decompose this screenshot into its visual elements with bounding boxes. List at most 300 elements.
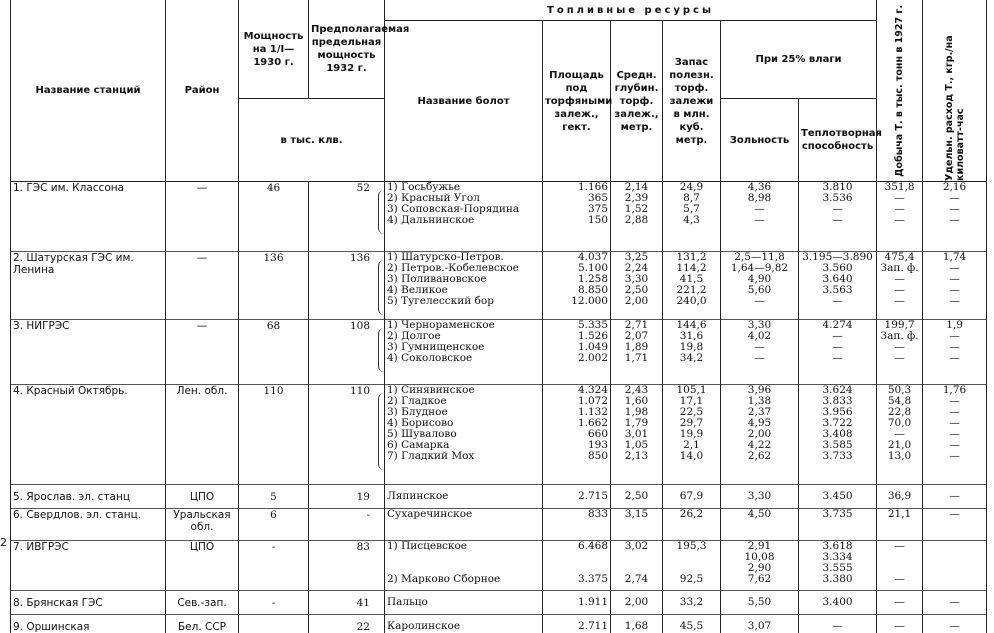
header-fuel-resources: Топливные ресурсы	[385, 0, 877, 21]
station-name: 3. НИГРЭС	[11, 320, 166, 385]
heat-cell: 3.380	[801, 574, 874, 585]
power-1930-value: 136	[239, 252, 309, 320]
output-cell: —	[879, 296, 920, 307]
depth-cell: 2,39	[613, 193, 660, 204]
bog-name: 5) Тугелесский бор	[387, 296, 540, 307]
ash-cell-group	[721, 591, 799, 615]
heat-cell-group	[799, 541, 877, 591]
ash-cell: 1,64—9,82	[723, 263, 796, 274]
depth-cell: 3,01	[613, 429, 660, 440]
reserve-cell: 67,9	[665, 491, 718, 502]
reserve-cell-group	[663, 485, 721, 509]
reserve-cell: 195,3	[665, 541, 718, 552]
consumption-cell: —	[925, 418, 984, 429]
ash-cell: 4,95	[723, 418, 796, 429]
output-cell: —	[879, 353, 920, 364]
depth-cell-group	[611, 320, 663, 385]
depth-cell: 1,52	[613, 204, 660, 215]
heat-cell-group	[799, 385, 877, 485]
reserve-cell: 19,9	[665, 429, 718, 440]
consumption-cell: 1,9	[925, 320, 984, 331]
depth-cell: 1,60	[613, 396, 660, 407]
output-cell: —	[879, 215, 920, 226]
heat-cell-group	[799, 252, 877, 320]
heat-cell: —	[801, 296, 874, 307]
header-bog-name: Название болот	[385, 21, 543, 182]
brace-decoration	[378, 260, 385, 315]
area-cell: 2.715	[545, 491, 608, 502]
ash-cell: —	[723, 342, 796, 353]
heat-cell: 3.555	[801, 563, 874, 574]
consumption-cell-group	[923, 509, 987, 541]
consumption-cell: —	[925, 451, 984, 462]
ash-cell: 4,22	[723, 440, 796, 451]
depth-cell: 3,15	[613, 509, 660, 520]
output-cell: —	[879, 204, 920, 215]
header-power-unit: в тыс. клв.	[239, 99, 385, 182]
consumption-cell-group	[923, 385, 987, 485]
depth-cell: 2,00	[613, 597, 660, 608]
bog-list	[385, 485, 543, 509]
ash-cell: —	[723, 204, 796, 215]
district-name: Бел. ССР	[166, 615, 239, 633]
consumption-cell: —	[925, 285, 984, 296]
power-1930-value: 46	[239, 182, 309, 252]
power-1932-value: 19	[309, 485, 385, 509]
heat-cell: 3.833	[801, 396, 874, 407]
area-cell: 1.911	[545, 597, 608, 608]
district-name: Сев.-зап.	[166, 591, 239, 615]
reserve-cell: 105,1	[665, 385, 718, 396]
output-cell: 70,0	[879, 418, 920, 429]
depth-cell: 2,13	[613, 451, 660, 462]
heat-cell: 3.733	[801, 451, 874, 462]
district-name: —	[166, 182, 239, 252]
reserve-cell: 131,2	[665, 252, 718, 263]
depth-cell-group	[611, 509, 663, 541]
power-1932-value: 83	[309, 541, 385, 591]
reserve-cell: 34,2	[665, 353, 718, 364]
station-name: 7. ИВГРЭС	[11, 541, 166, 591]
reserve-cell-group	[663, 509, 721, 541]
consumption-cell: —	[925, 193, 984, 204]
depth-cell-group	[611, 591, 663, 615]
depth-cell: 2,50	[613, 285, 660, 296]
depth-cell: 2,07	[613, 331, 660, 342]
consumption-cell-group	[923, 320, 987, 385]
brace-decoration	[378, 393, 385, 470]
consumption-cell: —	[925, 353, 984, 364]
depth-cell-group	[611, 385, 663, 485]
output-cell: 351,8	[879, 182, 920, 193]
area-cell: 4.037	[545, 252, 608, 263]
depth-cell: 2,14	[613, 182, 660, 193]
bog-name: 4) Великое	[387, 285, 540, 296]
header-heat: Теплотворная способность	[799, 99, 877, 182]
output-cell-group	[877, 252, 923, 320]
ash-cell: 2,00	[723, 429, 796, 440]
heat-cell: 3.195—3.890	[801, 252, 874, 263]
bog-name: 2) Петров.-Кобелевское	[387, 263, 540, 274]
heat-cell: —	[801, 342, 874, 353]
output-cell: —	[879, 342, 920, 353]
header-depth: Средн. глубин. торф. залеж., метр.	[611, 21, 663, 182]
station-name: 5. Ярослав. эл. станц	[11, 485, 166, 509]
header-consumption: Удельн. расход Т., кгр./на киловатт-час	[923, 0, 987, 182]
output-cell: —	[879, 574, 920, 585]
table-row	[11, 509, 987, 541]
bog-list	[385, 182, 543, 252]
bog-name: 4) Дальнинское	[387, 215, 540, 226]
power-1930-value: 6	[239, 509, 309, 541]
consumption-cell: —	[925, 204, 984, 215]
bog-list	[385, 320, 543, 385]
reserve-cell: 14,0	[665, 451, 718, 462]
depth-cell: 2,74	[613, 574, 660, 585]
reserve-cell: 2,1	[665, 440, 718, 451]
ash-cell: 2,62	[723, 451, 796, 462]
reserve-cell-group	[663, 541, 721, 591]
reserve-cell: 17,1	[665, 396, 718, 407]
area-cell: 1.049	[545, 342, 608, 353]
heat-cell: 3.585	[801, 440, 874, 451]
heat-cell-group	[799, 591, 877, 615]
area-cell-group	[543, 320, 611, 385]
depth-cell: 1,05	[613, 440, 660, 451]
output-cell-group	[877, 385, 923, 485]
heat-cell: 3.400	[801, 597, 874, 608]
power-1930-value: 110	[239, 385, 309, 485]
power-1932-value: 22	[309, 615, 385, 633]
consumption-cell: —	[925, 491, 984, 502]
power-1932-value: 108	[309, 320, 385, 385]
ash-cell-group	[721, 320, 799, 385]
area-cell-group	[543, 541, 611, 591]
table-row	[11, 615, 987, 633]
station-name: 2. Шатурская ГЭС им. Ленина	[11, 252, 166, 320]
bog-list	[385, 541, 543, 591]
bog-name: 1) Писцевское	[387, 541, 540, 552]
bog-name: Ляпинское	[387, 491, 540, 502]
header-district: Район	[166, 0, 239, 182]
ash-cell: 2,5—11,8	[723, 252, 796, 263]
area-cell-group	[543, 182, 611, 252]
area-cell: 8.850	[545, 285, 608, 296]
area-cell: 1.258	[545, 274, 608, 285]
bog-name	[387, 552, 540, 563]
consumption-cell: —	[925, 509, 984, 520]
consumption-cell	[925, 574, 984, 585]
consumption-cell-group	[923, 182, 987, 252]
reserve-cell: 5,7	[665, 204, 718, 215]
ash-cell: 4,36	[723, 182, 796, 193]
heat-cell: 4.274	[801, 320, 874, 331]
output-cell: —	[879, 541, 920, 552]
consumption-cell: —	[925, 621, 984, 632]
bog-name: 2) Марково Сборное	[387, 574, 540, 585]
consumption-cell	[925, 563, 984, 574]
reserve-cell: 19,8	[665, 342, 718, 353]
output-cell-group	[877, 320, 923, 385]
output-cell: 22,8	[879, 407, 920, 418]
brace-decoration	[378, 190, 385, 234]
consumption-cell	[925, 552, 984, 563]
bog-name: 1) Шатурско-Петров.	[387, 252, 540, 263]
ash-cell-group	[721, 541, 799, 591]
output-cell-group	[877, 541, 923, 591]
heat-cell-group	[799, 509, 877, 541]
bog-name: 1) Чернораменское	[387, 320, 540, 331]
consumption-cell: —	[925, 215, 984, 226]
heat-cell-group	[799, 182, 877, 252]
area-cell: 833	[545, 509, 608, 520]
depth-cell: 2,00	[613, 296, 660, 307]
ash-cell-group	[721, 615, 799, 633]
output-cell: 54,8	[879, 396, 920, 407]
area-cell-group	[543, 591, 611, 615]
header-power-1932: Предполагаемая предельная мощность 1932 г.	[309, 0, 385, 99]
reserve-cell-group	[663, 591, 721, 615]
reserve-cell: 8,7	[665, 193, 718, 204]
area-cell: 2.711	[545, 621, 608, 632]
power-1932-value: 110	[309, 385, 385, 485]
output-cell: 199,7	[879, 320, 920, 331]
output-cell-group	[877, 485, 923, 509]
header-output-1927: Добыча Т. в тыс. тонн в 1927 г.	[877, 0, 923, 182]
bog-list	[385, 615, 543, 633]
output-cell: —	[879, 274, 920, 285]
depth-cell: 1,98	[613, 407, 660, 418]
bog-name: 2) Долгое	[387, 331, 540, 342]
reserve-cell: 41,5	[665, 274, 718, 285]
consumption-cell: —	[925, 440, 984, 451]
heat-cell: 3.624	[801, 385, 874, 396]
heat-cell: —	[801, 621, 874, 632]
output-cell: —	[879, 285, 920, 296]
output-cell: 475,4	[879, 252, 920, 263]
consumption-cell: —	[925, 429, 984, 440]
output-cell: —	[879, 193, 920, 204]
output-cell: 50,3	[879, 385, 920, 396]
power-1930-value: 68	[239, 320, 309, 385]
reserve-cell: 24,9	[665, 182, 718, 193]
area-cell: 5.100	[545, 263, 608, 274]
reserve-cell-group	[663, 385, 721, 485]
output-cell: —	[879, 429, 920, 440]
consumption-cell: —	[925, 296, 984, 307]
consumption-cell-group	[923, 485, 987, 509]
district-name: —	[166, 252, 239, 320]
heat-cell: 3.735	[801, 509, 874, 520]
heat-cell: 3.563	[801, 285, 874, 296]
table-row	[11, 252, 987, 320]
output-cell: 21,0	[879, 440, 920, 451]
area-cell	[545, 552, 608, 563]
table-row	[11, 182, 987, 252]
consumption-cell-group	[923, 591, 987, 615]
bog-name: 1) Синявинское	[387, 385, 540, 396]
ash-cell: 5,60	[723, 285, 796, 296]
area-cell: 1.166	[545, 182, 608, 193]
bog-list	[385, 252, 543, 320]
bog-name: 4) Соколовское	[387, 353, 540, 364]
reserve-cell: 114,2	[665, 263, 718, 274]
header-station: Название станций	[11, 0, 166, 182]
fuel-resources-table	[10, 0, 987, 633]
output-cell: 36,9	[879, 491, 920, 502]
depth-cell	[613, 552, 660, 563]
station-name: 6. Свердлов. эл. станц.	[11, 509, 166, 541]
reserve-cell-group	[663, 182, 721, 252]
brace-decoration	[378, 328, 385, 372]
header-area: Площадь под торфяными залеж., гект.	[543, 21, 611, 182]
heat-cell: 3.536	[801, 193, 874, 204]
area-cell: 2.002	[545, 353, 608, 364]
area-cell-group	[543, 615, 611, 633]
bog-name: Сухаречинское	[387, 509, 540, 520]
station-name: 8. Брянская ГЭС	[11, 591, 166, 615]
depth-cell-group	[611, 615, 663, 633]
ash-cell: 8,98	[723, 193, 796, 204]
ash-cell-group	[721, 385, 799, 485]
ash-cell: 3,30	[723, 320, 796, 331]
power-1930-value: -	[239, 591, 309, 615]
bog-name: 7) Гладкий Мох	[387, 451, 540, 462]
heat-cell: —	[801, 353, 874, 364]
heat-cell: —	[801, 215, 874, 226]
table-row	[11, 485, 987, 509]
power-1930-value: 5	[239, 485, 309, 509]
table-row	[11, 591, 987, 615]
ash-cell-group	[721, 252, 799, 320]
output-cell: Зап. ф.	[879, 263, 920, 274]
depth-cell: 3,02	[613, 541, 660, 552]
consumption-cell: 2,16	[925, 182, 984, 193]
bog-name: 1) Госьбужье	[387, 182, 540, 193]
reserve-cell: 4,3	[665, 215, 718, 226]
output-cell-group	[877, 615, 923, 633]
consumption-cell: —	[925, 597, 984, 608]
power-1932-value: 136	[309, 252, 385, 320]
reserve-cell: 33,2	[665, 597, 718, 608]
table-body	[11, 182, 987, 633]
reserve-cell: 144,6	[665, 320, 718, 331]
ash-cell: —	[723, 353, 796, 364]
consumption-cell: —	[925, 274, 984, 285]
area-cell: 1.072	[545, 396, 608, 407]
depth-cell: 2,88	[613, 215, 660, 226]
ash-cell: 2,91	[723, 541, 796, 552]
heat-cell-group	[799, 320, 877, 385]
output-cell	[879, 552, 920, 563]
table-row	[11, 541, 987, 591]
ash-cell: 7,62	[723, 574, 796, 585]
output-cell: 21,1	[879, 509, 920, 520]
depth-cell: 2,71	[613, 320, 660, 331]
bog-name: 3) Поливановское	[387, 274, 540, 285]
area-cell: 1.662	[545, 418, 608, 429]
reserve-cell: 29,7	[665, 418, 718, 429]
reserve-cell: 31,6	[665, 331, 718, 342]
area-cell-group	[543, 385, 611, 485]
station-name: 9. Оршинская	[11, 615, 166, 633]
area-cell-group	[543, 509, 611, 541]
ash-cell: —	[723, 215, 796, 226]
area-cell: 1.526	[545, 331, 608, 342]
output-cell-group	[877, 182, 923, 252]
consumption-cell-group	[923, 252, 987, 320]
depth-cell-group	[611, 541, 663, 591]
area-cell: 6.468	[545, 541, 608, 552]
heat-cell: 3.618	[801, 541, 874, 552]
power-1932-value: 41	[309, 591, 385, 615]
output-cell: Зап. ф.	[879, 331, 920, 342]
ash-cell-group	[721, 509, 799, 541]
station-name: 1. ГЭС им. Классона	[11, 182, 166, 252]
area-cell: 3.375	[545, 574, 608, 585]
ash-cell: 10,08	[723, 552, 796, 563]
district-name: Уральская обл.	[166, 509, 239, 541]
area-cell: 150	[545, 215, 608, 226]
ash-cell: 4,02	[723, 331, 796, 342]
bog-list	[385, 509, 543, 541]
area-cell: 193	[545, 440, 608, 451]
heat-cell: 3.334	[801, 552, 874, 563]
district-name: Лен. обл.	[166, 385, 239, 485]
heat-cell: —	[801, 204, 874, 215]
ash-cell-group	[721, 182, 799, 252]
power-1932-value: -	[309, 509, 385, 541]
bog-name: 5) Шувалово	[387, 429, 540, 440]
depth-cell-group	[611, 252, 663, 320]
station-name: 4. Красный Октябрь.	[11, 385, 166, 485]
district-name: ЦПО	[166, 485, 239, 509]
depth-cell: 1,68	[613, 621, 660, 632]
power-1930-value: -	[239, 541, 309, 591]
heat-cell: 3.956	[801, 407, 874, 418]
area-cell: 365	[545, 193, 608, 204]
heat-cell: 3.408	[801, 429, 874, 440]
depth-cell-group	[611, 182, 663, 252]
header-reserve: Запас полезн. торф. залежи в млн. куб. метр.	[663, 21, 721, 182]
area-cell: 660	[545, 429, 608, 440]
heat-cell-group	[799, 485, 877, 509]
output-cell-group	[877, 591, 923, 615]
consumption-cell: —	[925, 407, 984, 418]
ash-cell: —	[723, 296, 796, 307]
reserve-cell: 22,5	[665, 407, 718, 418]
reserve-cell: 26,2	[665, 509, 718, 520]
consumption-cell: 1,74	[925, 252, 984, 263]
area-cell: 850	[545, 451, 608, 462]
reserve-cell: 221,2	[665, 285, 718, 296]
table-row	[11, 385, 987, 485]
heat-cell: 3.450	[801, 491, 874, 502]
depth-cell: 2,24	[613, 263, 660, 274]
heat-cell: —	[801, 331, 874, 342]
district-name: —	[166, 320, 239, 385]
page-side-number: 2	[0, 536, 7, 549]
ash-cell: 3,96	[723, 385, 796, 396]
heat-cell: 3.640	[801, 274, 874, 285]
heat-cell: 3.722	[801, 418, 874, 429]
reserve-cell-group	[663, 252, 721, 320]
heat-cell: 3.810	[801, 182, 874, 193]
bog-name: Пальцо	[387, 597, 540, 608]
depth-cell-group	[611, 485, 663, 509]
ash-cell: 3,07	[723, 621, 796, 632]
ash-cell: 5,50	[723, 597, 796, 608]
